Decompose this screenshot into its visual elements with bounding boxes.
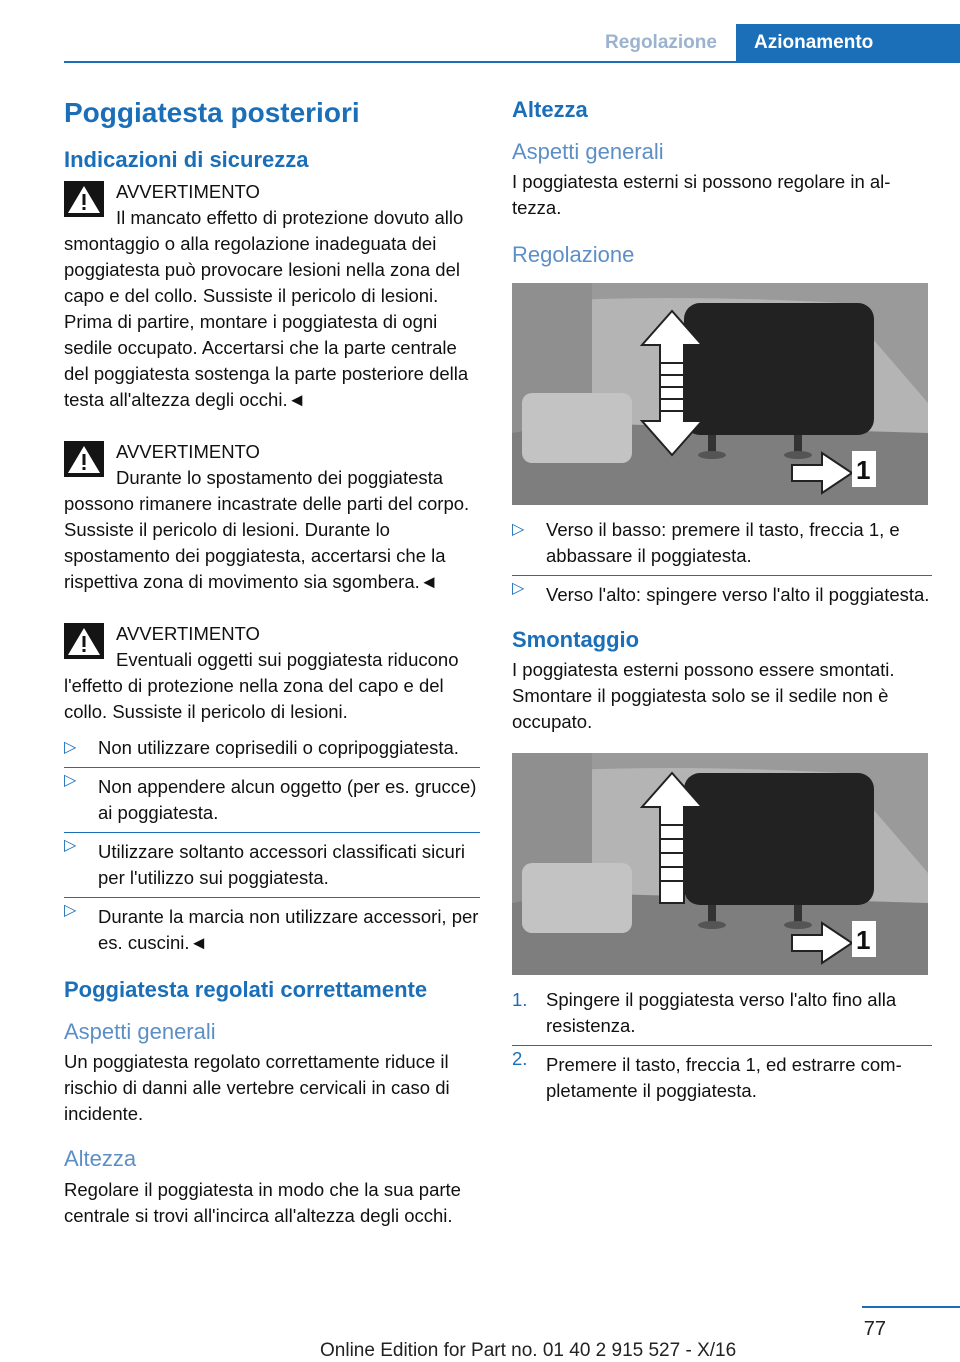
bullet-triangle-icon: ▷ (64, 772, 77, 790)
bullet-triangle-icon: ▷ (512, 520, 525, 538)
figure-callout-label: 1 (856, 454, 871, 485)
subsection-heading: Regolazione (512, 242, 635, 267)
header-tab-azionamento[interactable]: Azionamento (736, 24, 960, 62)
paragraph: I poggiatesta esterni possono essere smontati. Smontare il poggiatesta solo se il sedile non è occupato. (512, 659, 895, 732)
paragraph: Regolare il poggiatesta in modo che la sua parte centrale si trovi all'incirca all'altezza degli occhi. (64, 1178, 461, 1226)
warning-triangle-icon (64, 181, 104, 217)
warning-2 (64, 439, 480, 595)
subsection-heading: Smontaggio (512, 626, 640, 652)
section-heading: Poggiatesta regolati correttamente (64, 977, 428, 1003)
adjust-bullet-list (512, 517, 932, 608)
bullet-triangle-icon: ▷ (64, 902, 77, 920)
right-column (512, 96, 932, 1110)
warning-text: Eventuali oggetti sui poggiatesta riducono l'effetto di protezione nella zona del capo e del collo. Sussiste il pericolo di lesioni. (64, 649, 459, 723)
warning-title: AVVERTIMENTO (116, 441, 260, 463)
list-item: ▷ Non appendere alcun oggetto (per es. grucce) ai poggiatesta. (64, 767, 480, 826)
paragraph: I poggiatesta esterni si possono regolare in altezza. (512, 171, 891, 218)
list-item: ▷ Non utilizzare coprisedili o copripoggiatesta. (64, 735, 480, 761)
edition-footer: Online Edition for Part no. 01 40 2 915 527 - X/16 (320, 1340, 737, 1361)
warning-3 (64, 621, 480, 725)
subsection-heading: Aspetti generali (64, 1018, 216, 1044)
step-number: 2. (512, 1048, 528, 1069)
subsection-heading: Aspetti generali (512, 138, 664, 164)
removal-steps-list (512, 987, 932, 1104)
headrest-figure-adjust (512, 283, 928, 505)
safety-bullet-list (64, 735, 480, 956)
safety-heading: Indicazioni di sicurezza (64, 146, 309, 172)
section-heading: Altezza (512, 97, 588, 122)
list-item: ▷ Verso il basso: premere il tasto, freccia 1, e abbassare il poggiatesta. (512, 518, 900, 566)
warning-text: Durante lo spostamento dei poggiatesta possono rimanere incastrate delle parti del corpo. Sussiste il pericolo di lesioni. Durante lo spostamento dei poggiatesta, accertarsi che la rispettiva zona di movimento sia sgombera.◄ (64, 467, 470, 593)
left-column (64, 96, 480, 1229)
bullet-triangle-icon: ▷ (64, 837, 77, 855)
warning-title: AVVERTIMENTO (116, 181, 260, 203)
warning-triangle-icon (64, 441, 104, 477)
page-number: 77 (863, 1318, 886, 1340)
paragraph: Un poggiatesta regolato correttamente riduce il rischio di danni alle vertebre cervicali in caso di incidente. (64, 1051, 450, 1125)
step-number: 1. (512, 989, 528, 1010)
bullet-triangle-icon: ▷ (64, 739, 77, 757)
subsection-heading: Altezza (64, 1146, 137, 1172)
figure-callout-label: 1 (856, 925, 871, 955)
list-item: 1. Spingere il poggiatesta verso l'alto fino alla resistenza. (512, 989, 897, 1036)
footer-rule (862, 1306, 960, 1308)
list-item: ▷ Verso l'alto: spingere verso l'alto il poggiatesta. (512, 575, 932, 608)
warning-text: Il mancato effetto di protezione dovuto allo smontaggio o alla regolazione inadeguata dei poggiatesta può provocare lesioni nella zona del capo e del collo. Sussiste il pericolo di lesioni. Prima di partire, montare i poggiatesta di ogni sedile occupato. Accertarsi che la parte centrale del poggiatesta sostenga la parte posteriore della testa all'altezza degli occhi.◄ (64, 207, 469, 411)
list-item: 2. Premere il tasto, freccia 1, ed estrarre completamente il poggiatesta. (512, 1045, 932, 1104)
page-title: Poggiatesta posteriori (64, 97, 360, 128)
warning-title: AVVERTIMENTO (116, 623, 260, 645)
bullet-triangle-icon: ▷ (512, 579, 525, 597)
list-item: ▷ Durante la marcia non utilizzare accessori, per es. cuscini.◄ (64, 897, 480, 956)
headrest-figure-removal (512, 753, 928, 975)
header-rule (64, 61, 960, 63)
header-tab-regolazione[interactable]: Regolazione (605, 32, 717, 53)
warning-1 (64, 179, 480, 413)
warning-triangle-icon (64, 623, 104, 659)
list-item: ▷ Utilizzare soltanto accessori classificati sicuri per l'utilizzo sui poggiatesta. (64, 832, 480, 891)
